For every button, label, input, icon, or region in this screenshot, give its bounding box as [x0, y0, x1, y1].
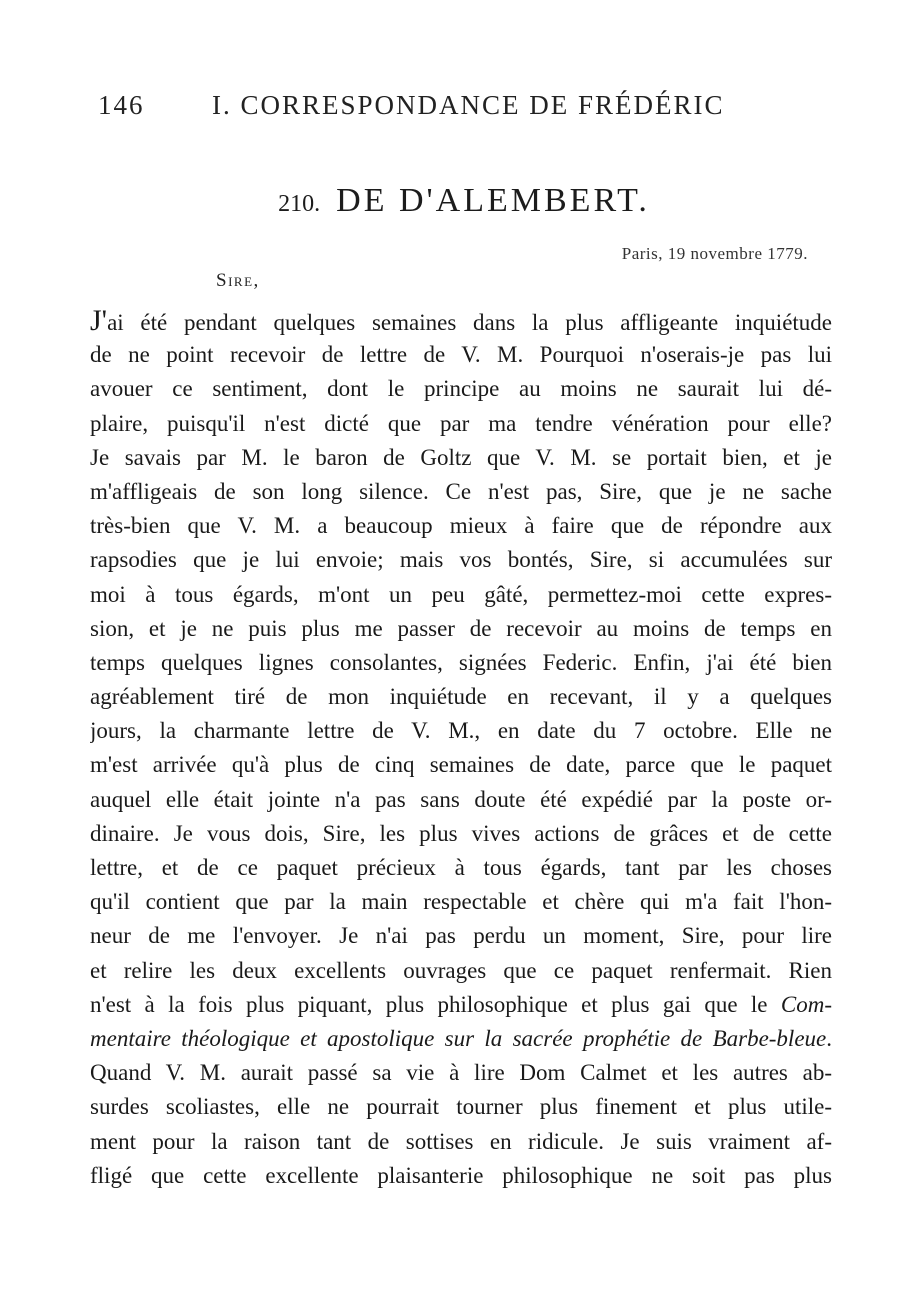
- body-line: [90, 954, 832, 988]
- body-line: [90, 885, 832, 919]
- page-number: 146: [98, 90, 145, 120]
- line-text: ment pour la raison tant de sottises en ridicule. Je suis vraiment af-: [90, 1128, 832, 1154]
- running-title: I. CORRESPONDANCE DE FRÉDÉRIC: [212, 90, 725, 120]
- line-text: ai été pendant quelques semaines dans la plus affligeante inquiétude: [107, 310, 832, 335]
- letter-title: DE D'ALEMBERT.: [336, 182, 650, 219]
- body-line: [90, 372, 832, 406]
- body-line: [90, 578, 832, 612]
- line-text: m'affligeais de son long silence. Ce n'est pas, Sire, que je ne sache: [90, 478, 832, 504]
- body-line: [90, 612, 832, 646]
- line-text: n'est à la fois plus piquant, plus philosophique et plus gai que le: [90, 991, 781, 1017]
- body-line: [90, 1159, 832, 1193]
- line-text: et relire les deux excellents ouvrages que ce paquet renfermait. Rien: [90, 957, 832, 983]
- line-text: très-bien que V. M. a beaucoup mieux à faire que de répondre aux: [90, 513, 832, 539]
- body-line: [90, 714, 832, 748]
- line-text: Quand V. M. aurait passé sa vie à lire Dom Calmet et les autres ab-: [90, 1060, 832, 1086]
- salutation: Sire,: [216, 270, 260, 291]
- line-text: moi à tous égards, m'ont un peu gâté, permettez-moi cette expres-: [90, 581, 832, 607]
- letter-number: 210.: [278, 191, 321, 217]
- body-line: [90, 475, 832, 509]
- line-text: qu'il contient que par la main respectable et chère qui m'a fait l'hon-: [90, 889, 832, 915]
- body-line: [90, 1090, 832, 1124]
- body-line: [90, 783, 832, 817]
- body-line: [90, 817, 832, 851]
- body-line: [90, 988, 832, 1022]
- body-line: [90, 441, 832, 475]
- line-text: auquel elle était jointe n'a pas sans doute été expédié par la poste or-: [90, 786, 832, 812]
- line-text: dinaire. Je vous dois, Sire, les plus vives actions de grâces et de cette: [90, 820, 832, 846]
- line-text: lettre, et de ce paquet précieux à tous égards, tant par les choses: [90, 855, 832, 880]
- line-text: sion, et je ne puis plus me passer de recevoir au moins de temps en: [90, 615, 832, 641]
- line-text: fligé que cette excellente plaisanterie philosophique ne soit pas plus: [90, 1162, 832, 1188]
- line-text: jours, la charmante lettre de V. M., en date du 7 octobre. Elle ne: [90, 718, 832, 744]
- line-text: agréablement tiré de mon inquiétude en recevant, il y a quelques: [90, 684, 832, 710]
- body-line: [90, 680, 832, 714]
- line-text: surdes scoliastes, elle ne pourrait tourner plus finement et plus utile-: [90, 1094, 832, 1120]
- running-head: [98, 90, 738, 130]
- dropcap: J': [90, 304, 108, 337]
- line-text-after: .: [826, 1025, 832, 1051]
- body-line: [90, 646, 832, 680]
- body-line: [90, 748, 832, 782]
- line-text: avouer ce sentiment, dont le principe au moins ne saurait lui dé-: [90, 376, 832, 402]
- body-line: [90, 1056, 832, 1090]
- line-text: rapsodies que je lui envoie; mais vos bontés, Sire, si accumulées sur: [90, 547, 832, 573]
- line-text: Je savais par M. le baron de Goltz que V. M. se portait bien, et je: [90, 444, 832, 470]
- body-line: [90, 543, 832, 577]
- letter-body: [90, 304, 832, 1193]
- dateline: Paris, 19 novembre 1779.: [621, 244, 808, 263]
- body-line: [90, 1125, 832, 1159]
- italic-title-text: mentaire théologique et apostolique sur la sacrée prophétie de Barbe-bleue: [90, 1025, 827, 1051]
- body-line: [90, 407, 832, 441]
- line-text: neur de me l'envoyer. Je n'ai pas perdu un moment, Sire, pour lire: [90, 923, 832, 949]
- italic-title-text: Com-: [780, 991, 832, 1017]
- line-text: m'est arrivée qu'à plus de cinq semaines de date, parce que le paquet: [90, 752, 832, 778]
- body-line: [90, 919, 832, 953]
- line-text: temps quelques lignes consolantes, signées Federic. Enfin, j'ai été bien: [90, 649, 832, 675]
- line-text: plaire, puisqu'il n'est dicté que par ma tendre vénération pour elle?: [90, 410, 832, 436]
- body-line: [90, 851, 832, 885]
- body-line: [90, 338, 832, 372]
- body-line: [90, 304, 832, 338]
- letter-heading: [0, 182, 900, 220]
- body-line: [90, 1022, 832, 1056]
- line-text: de ne point recevoir de lettre de V. M. Pourquoi n'oserais-je pas lui: [90, 342, 832, 368]
- body-line: [90, 509, 832, 543]
